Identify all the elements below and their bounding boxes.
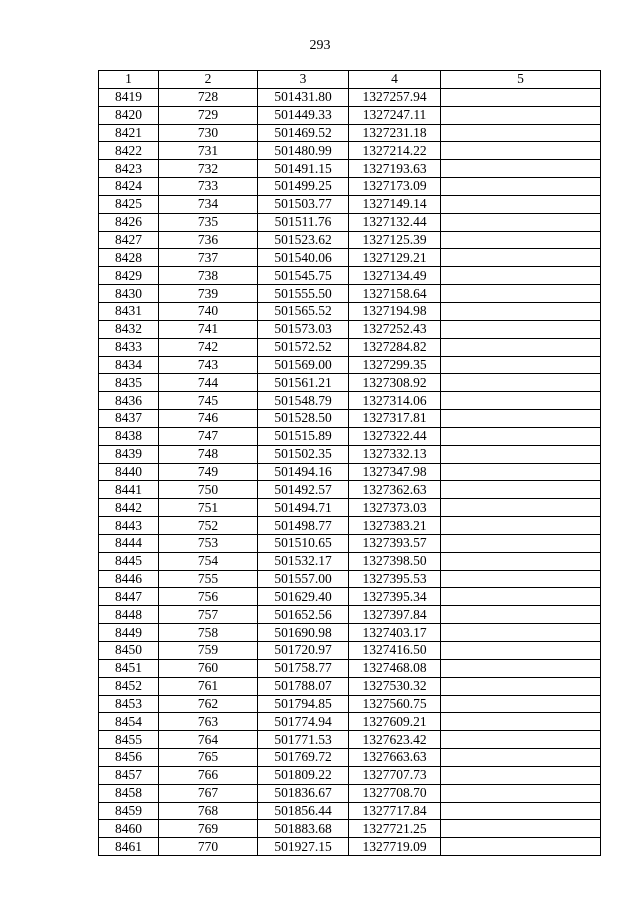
table-cell-col-5 <box>441 445 601 463</box>
table-cell-col-2: 752 <box>159 517 258 535</box>
table-row <box>99 249 601 267</box>
table-cell-col-5 <box>441 267 601 285</box>
table-cell-col-1: 8427 <box>99 231 159 249</box>
table-row <box>99 570 601 588</box>
table-cell-col-5 <box>441 749 601 767</box>
table-cell-col-4: 1327132.44 <box>349 213 441 231</box>
table-cell-col-4: 1327214.22 <box>349 142 441 160</box>
table-row <box>99 106 601 124</box>
table-cell-col-5 <box>441 338 601 356</box>
table-cell-col-4: 1327125.39 <box>349 231 441 249</box>
table-cell-col-3: 501494.71 <box>258 499 349 517</box>
table-row <box>99 499 601 517</box>
table-cell-col-4: 1327373.03 <box>349 499 441 517</box>
table-cell-col-2: 765 <box>159 749 258 767</box>
table-row <box>99 838 601 856</box>
table-cell-col-2: 753 <box>159 534 258 552</box>
table-cell-col-2: 735 <box>159 213 258 231</box>
table-cell-col-1: 8452 <box>99 677 159 695</box>
table-cell-col-4: 1327393.57 <box>349 534 441 552</box>
header-col-4: 4 <box>349 71 441 89</box>
table-cell-col-4: 1327717.84 <box>349 802 441 820</box>
table-cell-col-5 <box>441 695 601 713</box>
table-cell-col-2: 762 <box>159 695 258 713</box>
table-cell-col-3: 501774.94 <box>258 713 349 731</box>
table-cell-col-1: 8454 <box>99 713 159 731</box>
table-cell-col-2: 745 <box>159 392 258 410</box>
table-row <box>99 784 601 802</box>
table-cell-col-1: 8446 <box>99 570 159 588</box>
table-cell-col-5 <box>441 552 601 570</box>
table-row <box>99 302 601 320</box>
table-cell-col-4: 1327383.21 <box>349 517 441 535</box>
table-cell-col-3: 501573.03 <box>258 320 349 338</box>
table-cell-col-4: 1327193.63 <box>349 160 441 178</box>
table-cell-col-3: 501515.89 <box>258 427 349 445</box>
table-cell-col-2: 747 <box>159 427 258 445</box>
table-cell-col-2: 728 <box>159 88 258 106</box>
table-cell-col-2: 746 <box>159 410 258 428</box>
table-row <box>99 142 601 160</box>
table-row <box>99 749 601 767</box>
table-row <box>99 338 601 356</box>
table-cell-col-5 <box>441 374 601 392</box>
table-cell-col-1: 8456 <box>99 749 159 767</box>
table-cell-col-4: 1327609.21 <box>349 713 441 731</box>
table-cell-col-1: 8436 <box>99 392 159 410</box>
table-cell-col-1: 8438 <box>99 427 159 445</box>
table-cell-col-2: 768 <box>159 802 258 820</box>
table-cell-col-2: 748 <box>159 445 258 463</box>
table-cell-col-2: 754 <box>159 552 258 570</box>
table-cell-col-2: 760 <box>159 659 258 677</box>
table-cell-col-4: 1327194.98 <box>349 302 441 320</box>
table-cell-col-5 <box>441 606 601 624</box>
table-cell-col-3: 501510.65 <box>258 534 349 552</box>
table-cell-col-3: 501503.77 <box>258 195 349 213</box>
table-cell-col-2: 734 <box>159 195 258 213</box>
table-row <box>99 213 601 231</box>
table-cell-col-5 <box>441 320 601 338</box>
table-cell-col-3: 501572.52 <box>258 338 349 356</box>
header-col-2: 2 <box>159 71 258 89</box>
table-cell-col-5 <box>441 427 601 445</box>
table-row <box>99 588 601 606</box>
table-row <box>99 463 601 481</box>
table-cell-col-5 <box>441 302 601 320</box>
table-cell-col-2: 766 <box>159 766 258 784</box>
table-cell-col-2: 759 <box>159 642 258 660</box>
table-cell-col-1: 8421 <box>99 124 159 142</box>
table-cell-col-3: 501720.97 <box>258 642 349 660</box>
table-cell-col-1: 8434 <box>99 356 159 374</box>
table-cell-col-3: 501492.57 <box>258 481 349 499</box>
table-cell-col-1: 8441 <box>99 481 159 499</box>
table-cell-col-3: 501449.33 <box>258 106 349 124</box>
table-cell-col-1: 8422 <box>99 142 159 160</box>
table-row <box>99 160 601 178</box>
table-cell-col-5 <box>441 517 601 535</box>
table-cell-col-5 <box>441 713 601 731</box>
table-cell-col-2: 755 <box>159 570 258 588</box>
table-cell-col-4: 1327314.06 <box>349 392 441 410</box>
table-cell-col-3: 501511.76 <box>258 213 349 231</box>
table-cell-col-2: 758 <box>159 624 258 642</box>
table-cell-col-3: 501498.77 <box>258 517 349 535</box>
table-cell-col-2: 767 <box>159 784 258 802</box>
table-cell-col-1: 8420 <box>99 106 159 124</box>
table-row <box>99 320 601 338</box>
table-cell-col-2: 740 <box>159 302 258 320</box>
table-cell-col-5 <box>441 106 601 124</box>
table-cell-col-5 <box>441 570 601 588</box>
table-cell-col-1: 8449 <box>99 624 159 642</box>
table-cell-col-1: 8445 <box>99 552 159 570</box>
table-row <box>99 392 601 410</box>
table-cell-col-1: 8442 <box>99 499 159 517</box>
table-cell-col-3: 501856.44 <box>258 802 349 820</box>
table-cell-col-1: 8455 <box>99 731 159 749</box>
table-cell-col-5 <box>441 231 601 249</box>
table-cell-col-1: 8448 <box>99 606 159 624</box>
table-cell-col-1: 8425 <box>99 195 159 213</box>
table-cell-col-3: 501758.77 <box>258 659 349 677</box>
table-header <box>99 71 601 89</box>
table-row <box>99 677 601 695</box>
table-cell-col-2: 763 <box>159 713 258 731</box>
table-cell-col-5 <box>441 588 601 606</box>
table-row <box>99 267 601 285</box>
table-cell-col-1: 8458 <box>99 784 159 802</box>
table-cell-col-2: 756 <box>159 588 258 606</box>
table-cell-col-3: 501561.21 <box>258 374 349 392</box>
table-cell-col-3: 501540.06 <box>258 249 349 267</box>
table-cell-col-1: 8451 <box>99 659 159 677</box>
table-cell-col-2: 770 <box>159 838 258 856</box>
table-cell-col-3: 501565.52 <box>258 302 349 320</box>
table-cell-col-2: 744 <box>159 374 258 392</box>
table-row <box>99 285 601 303</box>
table-cell-col-4: 1327308.92 <box>349 374 441 392</box>
table-cell-col-5 <box>441 392 601 410</box>
table-cell-col-4: 1327231.18 <box>349 124 441 142</box>
table-cell-col-4: 1327362.63 <box>349 481 441 499</box>
table-cell-col-5 <box>441 499 601 517</box>
table-cell-col-1: 8459 <box>99 802 159 820</box>
table-cell-col-5 <box>441 677 601 695</box>
table-row <box>99 552 601 570</box>
table-cell-col-2: 732 <box>159 160 258 178</box>
table-cell-col-4: 1327719.09 <box>349 838 441 856</box>
table-cell-col-3: 501927.15 <box>258 838 349 856</box>
table-row <box>99 517 601 535</box>
header-col-3: 3 <box>258 71 349 89</box>
header-row <box>99 71 601 89</box>
table-row <box>99 374 601 392</box>
table-cell-col-1: 8428 <box>99 249 159 267</box>
table-cell-col-2: 731 <box>159 142 258 160</box>
table-cell-col-4: 1327663.63 <box>349 749 441 767</box>
table-cell-col-2: 733 <box>159 178 258 196</box>
table-cell-col-1: 8435 <box>99 374 159 392</box>
table-body <box>99 88 601 855</box>
table-cell-col-1: 8437 <box>99 410 159 428</box>
table-row <box>99 802 601 820</box>
table-cell-col-4: 1327468.08 <box>349 659 441 677</box>
table-cell-col-1: 8450 <box>99 642 159 660</box>
table-cell-col-5 <box>441 784 601 802</box>
table-cell-col-4: 1327149.14 <box>349 195 441 213</box>
table-row <box>99 534 601 552</box>
table-cell-col-5 <box>441 124 601 142</box>
header-col-5: 5 <box>441 71 601 89</box>
table-cell-col-3: 501569.00 <box>258 356 349 374</box>
table-cell-col-2: 743 <box>159 356 258 374</box>
table-cell-col-4: 1327530.32 <box>349 677 441 695</box>
table-cell-col-5 <box>441 642 601 660</box>
table-cell-col-4: 1327347.98 <box>349 463 441 481</box>
table-row <box>99 820 601 838</box>
table-cell-col-1: 8457 <box>99 766 159 784</box>
table-cell-col-2: 738 <box>159 267 258 285</box>
table-cell-col-1: 8444 <box>99 534 159 552</box>
table-cell-col-5 <box>441 195 601 213</box>
table-cell-col-3: 501523.62 <box>258 231 349 249</box>
table-row <box>99 659 601 677</box>
table-cell-col-5 <box>441 410 601 428</box>
table-cell-col-3: 501690.98 <box>258 624 349 642</box>
table-cell-col-2: 761 <box>159 677 258 695</box>
table-cell-col-1: 8433 <box>99 338 159 356</box>
table-cell-col-2: 741 <box>159 320 258 338</box>
table-cell-col-4: 1327252.43 <box>349 320 441 338</box>
table-cell-col-1: 8430 <box>99 285 159 303</box>
table-cell-col-1: 8447 <box>99 588 159 606</box>
table-cell-col-5 <box>441 659 601 677</box>
table-cell-col-3: 501555.50 <box>258 285 349 303</box>
table-cell-col-3: 501548.79 <box>258 392 349 410</box>
table-cell-col-3: 501769.72 <box>258 749 349 767</box>
table-cell-col-5 <box>441 463 601 481</box>
table-cell-col-2: 757 <box>159 606 258 624</box>
table-cell-col-3: 501652.56 <box>258 606 349 624</box>
table-cell-col-3: 501491.15 <box>258 160 349 178</box>
table-cell-col-1: 8460 <box>99 820 159 838</box>
table-cell-col-5 <box>441 820 601 838</box>
table-cell-col-3: 501469.52 <box>258 124 349 142</box>
table-cell-col-4: 1327247.11 <box>349 106 441 124</box>
table-cell-col-5 <box>441 178 601 196</box>
table-cell-col-4: 1327158.64 <box>349 285 441 303</box>
table-cell-col-3: 501794.85 <box>258 695 349 713</box>
table-cell-col-2: 730 <box>159 124 258 142</box>
table-cell-col-1: 8426 <box>99 213 159 231</box>
table-cell-col-1: 8424 <box>99 178 159 196</box>
table-cell-col-4: 1327708.70 <box>349 784 441 802</box>
table-row <box>99 231 601 249</box>
table-cell-col-5 <box>441 249 601 267</box>
table-cell-col-4: 1327403.17 <box>349 624 441 642</box>
table-cell-col-5 <box>441 766 601 784</box>
header-col-1: 1 <box>99 71 159 89</box>
table-cell-col-5 <box>441 142 601 160</box>
table-cell-col-2: 742 <box>159 338 258 356</box>
table-cell-col-4: 1327134.49 <box>349 267 441 285</box>
table-row <box>99 731 601 749</box>
table-cell-col-5 <box>441 481 601 499</box>
table-cell-col-4: 1327332.13 <box>349 445 441 463</box>
table-row <box>99 195 601 213</box>
table-cell-col-2: 729 <box>159 106 258 124</box>
table-cell-col-5 <box>441 160 601 178</box>
table-row <box>99 481 601 499</box>
table-cell-col-4: 1327173.09 <box>349 178 441 196</box>
table-row <box>99 624 601 642</box>
table-cell-col-2: 769 <box>159 820 258 838</box>
table-row <box>99 410 601 428</box>
table-cell-col-2: 736 <box>159 231 258 249</box>
table-cell-col-3: 501545.75 <box>258 267 349 285</box>
table-cell-col-2: 739 <box>159 285 258 303</box>
table-cell-col-4: 1327322.44 <box>349 427 441 445</box>
table-cell-col-2: 764 <box>159 731 258 749</box>
table-row <box>99 88 601 106</box>
table-cell-col-4: 1327395.34 <box>349 588 441 606</box>
table-cell-col-2: 737 <box>159 249 258 267</box>
table-cell-col-4: 1327707.73 <box>349 766 441 784</box>
table-cell-col-4: 1327129.21 <box>349 249 441 267</box>
table-cell-col-3: 501629.40 <box>258 588 349 606</box>
table-cell-col-3: 501809.22 <box>258 766 349 784</box>
table-row <box>99 124 601 142</box>
table-row <box>99 178 601 196</box>
table-row <box>99 445 601 463</box>
table-row <box>99 606 601 624</box>
table-row <box>99 356 601 374</box>
table-cell-col-3: 501480.99 <box>258 142 349 160</box>
table-row <box>99 642 601 660</box>
table-cell-col-5 <box>441 624 601 642</box>
table-cell-col-5 <box>441 88 601 106</box>
table-cell-col-5 <box>441 285 601 303</box>
table-cell-col-4: 1327398.50 <box>349 552 441 570</box>
table-cell-col-3: 501528.50 <box>258 410 349 428</box>
table-cell-col-1: 8432 <box>99 320 159 338</box>
table-cell-col-3: 501499.25 <box>258 178 349 196</box>
table-cell-col-1: 8431 <box>99 302 159 320</box>
table-cell-col-5 <box>441 802 601 820</box>
table-cell-col-1: 8453 <box>99 695 159 713</box>
table-row <box>99 427 601 445</box>
table-cell-col-1: 8419 <box>99 88 159 106</box>
table-row <box>99 713 601 731</box>
table-cell-col-1: 8440 <box>99 463 159 481</box>
table-cell-col-3: 501502.35 <box>258 445 349 463</box>
table-cell-col-5 <box>441 356 601 374</box>
table-cell-col-4: 1327721.25 <box>349 820 441 838</box>
table-cell-col-4: 1327560.75 <box>349 695 441 713</box>
table-cell-col-4: 1327299.35 <box>349 356 441 374</box>
table-cell-col-3: 501431.80 <box>258 88 349 106</box>
table-cell-col-3: 501771.53 <box>258 731 349 749</box>
table-cell-col-4: 1327395.53 <box>349 570 441 588</box>
table-cell-col-3: 501788.07 <box>258 677 349 695</box>
table-cell-col-1: 8423 <box>99 160 159 178</box>
table-cell-col-4: 1327623.42 <box>349 731 441 749</box>
table-cell-col-4: 1327317.81 <box>349 410 441 428</box>
table-cell-col-3: 501883.68 <box>258 820 349 838</box>
table-cell-col-5 <box>441 213 601 231</box>
table-cell-col-3: 501557.00 <box>258 570 349 588</box>
table-row <box>99 766 601 784</box>
table-cell-col-1: 8461 <box>99 838 159 856</box>
table-cell-col-4: 1327284.82 <box>349 338 441 356</box>
table-cell-col-4: 1327416.50 <box>349 642 441 660</box>
table-cell-col-2: 750 <box>159 481 258 499</box>
table-cell-col-4: 1327257.94 <box>349 88 441 106</box>
table-cell-col-5 <box>441 731 601 749</box>
page-number: 293 <box>309 38 331 53</box>
table-cell-col-1: 8429 <box>99 267 159 285</box>
table-cell-col-5 <box>441 534 601 552</box>
table-cell-col-3: 501494.16 <box>258 463 349 481</box>
table-cell-col-5 <box>441 838 601 856</box>
table-cell-col-1: 8439 <box>99 445 159 463</box>
table-cell-col-2: 751 <box>159 499 258 517</box>
coordinates-table <box>98 70 601 856</box>
table-cell-col-1: 8443 <box>99 517 159 535</box>
table-cell-col-3: 501532.17 <box>258 552 349 570</box>
table-cell-col-3: 501836.67 <box>258 784 349 802</box>
table-cell-col-4: 1327397.84 <box>349 606 441 624</box>
table-row <box>99 695 601 713</box>
table-cell-col-2: 749 <box>159 463 258 481</box>
